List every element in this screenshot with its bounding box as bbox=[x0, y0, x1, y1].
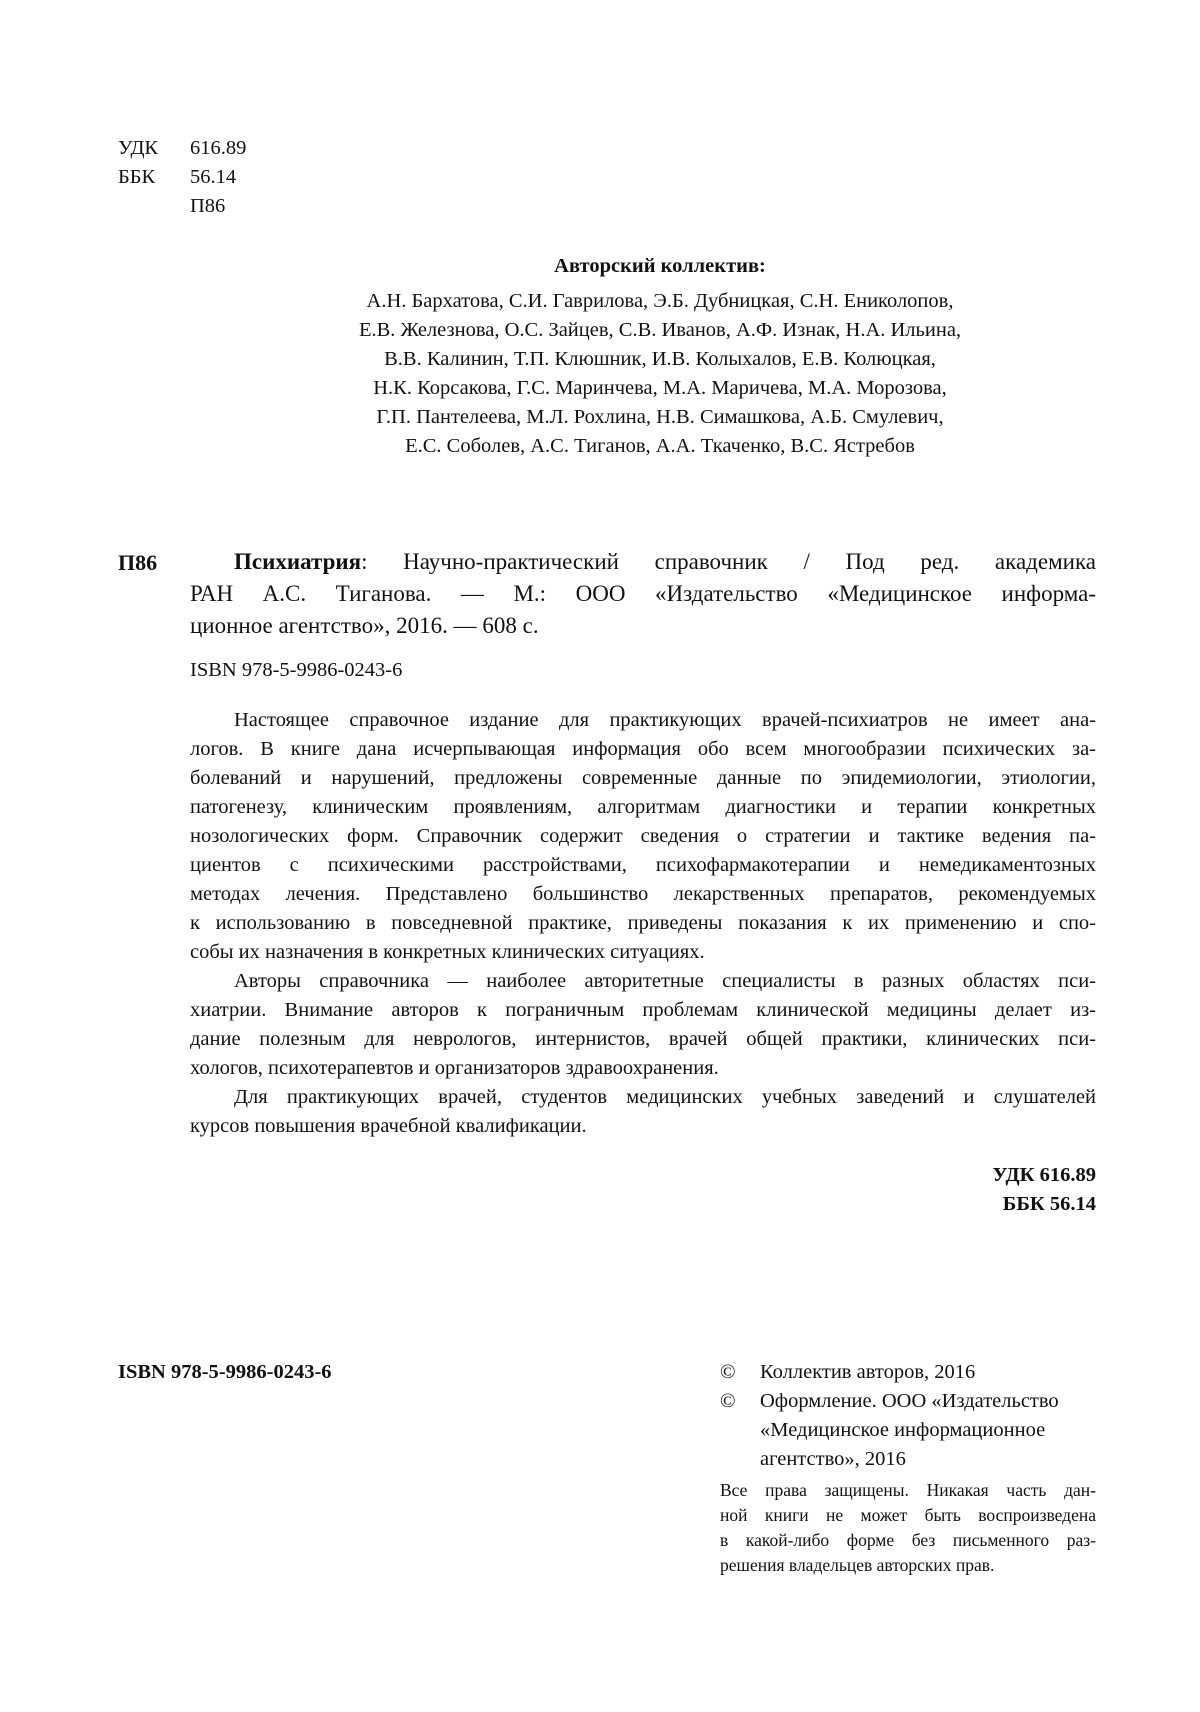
udk-right-line: УДК 616.89 bbox=[992, 1164, 1096, 1186]
entry-line bbox=[190, 546, 1096, 578]
udk-bbk-right bbox=[900, 1161, 1096, 1219]
annotation-line: методах лечения. Представлено большинство лекарственных препаратов, рекомендуемых bbox=[190, 883, 1096, 905]
copyright-continuation: агентство», 2016 bbox=[760, 1448, 906, 1470]
author-mark-row bbox=[118, 192, 278, 221]
rights-line: ной книги не может быть воспроизведена bbox=[720, 1505, 1096, 1525]
annotation-line: курсов повышения врачебной квалификации. bbox=[190, 1115, 587, 1137]
rights-notice bbox=[720, 1478, 1096, 1578]
annotation-line: к использованию в повседневной практике, приведены показания к их применению и спо- bbox=[190, 912, 1096, 934]
authors-line: Г.П. Пантелеева, М.Л. Рохлина, Н.В. Симашкова, А.Б. Смулевич, bbox=[376, 406, 944, 428]
annotation-line: логов. В книге дана исчерпывающая информация обо всем многообразии психических за- bbox=[190, 738, 1096, 760]
authors-line: В.В. Калинин, Т.П. Клюшник, И.В. Колыхалов, Е.В. Колюцкая, bbox=[384, 348, 936, 370]
bibliographic-entry bbox=[190, 546, 1096, 642]
annotation-line: собы их назначения в конкретных клинических ситуациях. bbox=[190, 941, 705, 963]
entry-line1-text: : Научно-практический справочник / Под ред. академика bbox=[361, 549, 1096, 574]
authors-block bbox=[240, 252, 1080, 461]
udk-row bbox=[118, 134, 278, 163]
isbn-bold: ISBN 978-5-9986-0243-6 bbox=[118, 1361, 332, 1383]
copyright-line bbox=[720, 1358, 1100, 1387]
authors-line: А.Н. Бархатова, С.И. Гаврилова, Э.Б. Дубницкая, С.Н. Ениколопов, bbox=[366, 290, 954, 312]
copyright-authors: Коллектив авторов, 2016 bbox=[760, 1361, 976, 1383]
annotation-line: болеваний и нарушений, предложены современные данные по эпидемиологии, этиологии, bbox=[190, 767, 1096, 789]
copyright-symbol: © bbox=[720, 1361, 736, 1383]
annotation-line: патогенезу, клиническим проявлениям, алгоритмам диагностики и терапии конкретных bbox=[190, 796, 1096, 818]
rights-line: в какой-либо форме без письменного раз- bbox=[720, 1530, 1096, 1550]
entry-line: РАН А.С. Тиганова. — М.: ООО «Издательство «Медицинское информа- bbox=[190, 581, 1096, 606]
annotation-line: хиатрии. Внимание авторов к пограничным проблемам клинической медицины делает из- bbox=[190, 999, 1096, 1021]
copyright-block bbox=[720, 1358, 1100, 1474]
annotation-line: Настоящее справочное издание для практикующих врачей-психиатров не имеет ана- bbox=[234, 709, 1096, 731]
bbk-value: 56.14 bbox=[190, 166, 237, 188]
annotation-line: хологов, психотерапевтов и организаторов здравоохранения. bbox=[190, 1057, 719, 1079]
udk-label: УДК bbox=[118, 137, 159, 159]
entry-cipher: П86 bbox=[118, 550, 158, 575]
udk-value: 616.89 bbox=[190, 137, 247, 159]
annotation-line: нозологических форм. Справочник содержит сведения о стратегии и тактике ведения па- bbox=[190, 825, 1096, 847]
annotation bbox=[190, 706, 1096, 1141]
authors-title: Авторский коллектив: bbox=[554, 255, 766, 277]
bbk-right-line: ББК 56.14 bbox=[1002, 1193, 1096, 1215]
annotation-line: циентов с психическими расстройствами, психофармакотерапии и немедикаментозных bbox=[190, 854, 1096, 876]
copyright-continuation: «Медицинское информационное bbox=[760, 1419, 1046, 1441]
bbk-label: ББК bbox=[118, 166, 156, 188]
annotation-line: дание полезным для неврологов, интернистов, врачей общей практики, клинических пси- bbox=[190, 1028, 1096, 1050]
copyright-line bbox=[720, 1387, 1100, 1416]
copyright-design: Оформление. ООО «Издательство bbox=[760, 1390, 1059, 1412]
authors-line: Н.К. Корсакова, Г.С. Маринчева, М.А. Маричева, М.А. Морозова, bbox=[373, 377, 947, 399]
annotation-line: Авторы справочника — наиболее авторитетные специалисты в разных областях пси- bbox=[234, 970, 1096, 992]
rights-line: Все права защищены. Никакая часть дан- bbox=[720, 1480, 1096, 1500]
bbk-row bbox=[118, 163, 278, 192]
authors-line: Е.С. Соболев, А.С. Тиганов, А.А. Ткаченко, В.С. Ястребов bbox=[405, 435, 915, 457]
classification-block bbox=[118, 134, 278, 221]
annotation-line: Для практикующих врачей, студентов медицинских учебных заведений и слушателей bbox=[234, 1086, 1096, 1108]
author-mark: П86 bbox=[190, 195, 226, 217]
book-title: Психиатрия bbox=[234, 549, 362, 574]
entry-isbn: ISBN 978-5-9986-0243-6 bbox=[190, 659, 403, 681]
entry-line: ционное агентство», 2016. — 608 с. bbox=[190, 613, 539, 638]
copyright-symbol: © bbox=[720, 1390, 736, 1412]
rights-line: решения владельцев авторских прав. bbox=[720, 1555, 995, 1575]
authors-line: Е.В. Железнова, О.С. Зайцев, С.В. Иванов, А.Ф. Изнак, Н.А. Ильина, bbox=[358, 319, 962, 341]
